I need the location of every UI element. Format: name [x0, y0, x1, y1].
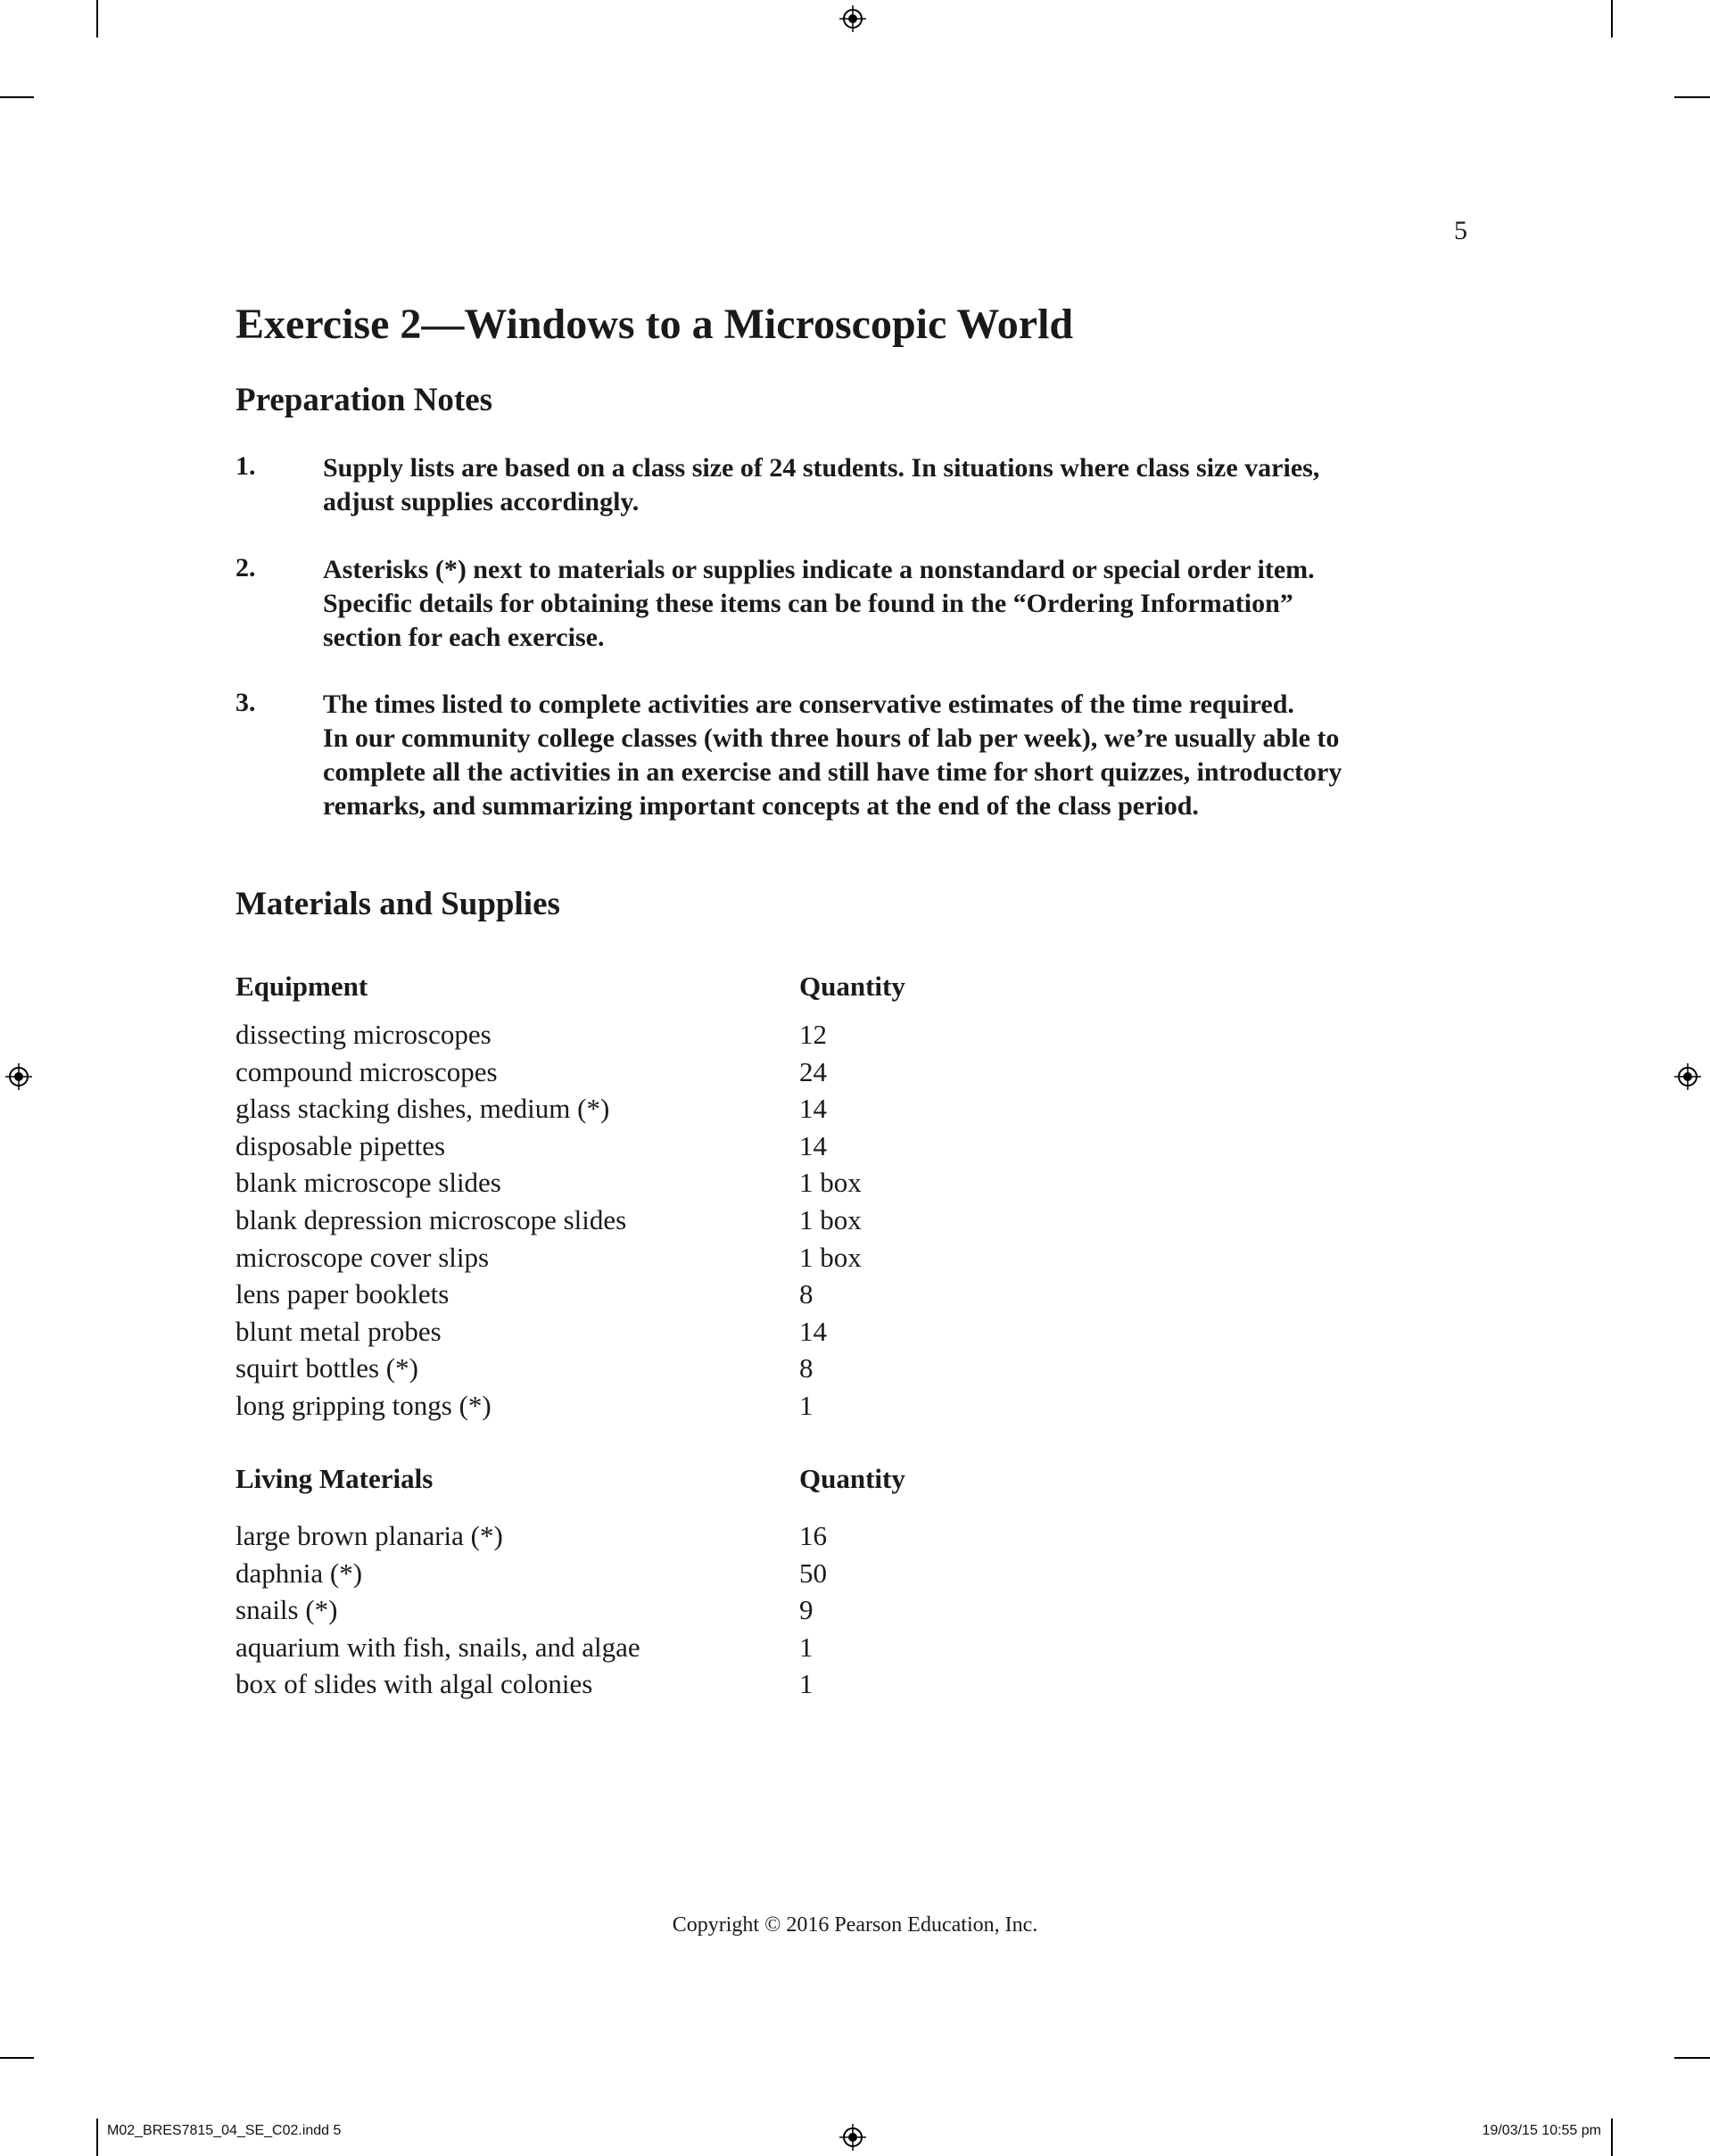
crop-mark	[96, 2119, 98, 2156]
item-quantity: 16	[799, 1520, 827, 1551]
item-quantity: 8	[799, 1352, 814, 1384]
preparation-notes-heading: Preparation Notes	[235, 382, 493, 418]
quantity-column-header: Quantity	[799, 971, 905, 1002]
note-line: Asterisks (*) next to materials or supplies indicate a nonstandard or special order item.	[323, 555, 1315, 584]
note-line: The times listed to complete activities are conservative estimates of the time required.	[323, 690, 1294, 719]
note-item	[323, 553, 1483, 655]
item-quantity: 1 box	[799, 1203, 862, 1235]
item-name: compound microscopes	[235, 1055, 498, 1087]
file-slug: M02_BRES7815_04_SE_C02.indd 5	[107, 2123, 342, 2138]
item-name: long gripping tongs (*)	[235, 1389, 492, 1421]
list-item	[235, 1665, 949, 1703]
list-item	[235, 1128, 949, 1165]
quantity-column-header: Quantity	[799, 1463, 905, 1494]
list-item	[235, 1090, 949, 1128]
item-name: disposable pipettes	[235, 1129, 446, 1161]
list-item	[235, 1239, 949, 1276]
item-name: snails (*)	[235, 1594, 338, 1626]
note-number: 3.	[235, 688, 256, 717]
item-name: blank depression microscope slides	[235, 1203, 627, 1235]
item-quantity: 14	[799, 1315, 827, 1347]
list-item	[235, 1202, 949, 1239]
note-line: remarks, and summarizing important concepts at the end of the class period.	[323, 791, 1199, 821]
item-quantity: 50	[799, 1557, 827, 1589]
registration-mark-icon	[839, 2124, 866, 2151]
list-item	[235, 1517, 949, 1555]
item-quantity: 14	[799, 1129, 827, 1161]
note-line: section for each exercise.	[323, 623, 605, 652]
list-item	[235, 1053, 949, 1091]
date-slug: 19/03/15 10:55 pm	[1482, 2123, 1601, 2138]
note-line: Specific details for obtaining these items can be found in the “Ordering Information”	[323, 589, 1293, 618]
list-item	[235, 1164, 949, 1202]
list-item	[235, 1276, 949, 1313]
list-item	[235, 1591, 949, 1629]
item-name: dissecting microscopes	[235, 1019, 492, 1050]
item-quantity: 12	[799, 1019, 827, 1050]
copyright-notice: Copyright © 2016 Pearson Education, Inc.	[672, 1913, 1038, 1937]
item-quantity: 1	[799, 1389, 814, 1421]
item-name: box of slides with algal colonies	[235, 1668, 593, 1700]
materials-supplies-heading: Materials and Supplies	[235, 886, 560, 922]
item-quantity: 1	[799, 1631, 814, 1663]
note-item	[323, 451, 1483, 519]
item-name: glass stacking dishes, medium (*)	[235, 1093, 610, 1125]
list-item	[235, 1313, 949, 1351]
item-name: large brown planaria (*)	[235, 1520, 503, 1551]
item-quantity: 24	[799, 1055, 827, 1087]
crop-mark	[96, 0, 98, 37]
equipment-column-header: Equipment	[235, 971, 368, 1002]
crop-mark	[1674, 96, 1710, 98]
item-quantity: 1 box	[799, 1167, 862, 1199]
living-materials-column-header: Living Materials	[235, 1463, 434, 1494]
item-name: daphnia (*)	[235, 1557, 363, 1589]
note-number: 1.	[235, 451, 256, 481]
list-item	[235, 1016, 949, 1053]
item-name: microscope cover slips	[235, 1241, 490, 1273]
item-quantity: 14	[799, 1093, 827, 1125]
registration-mark-icon	[839, 5, 866, 32]
list-item	[235, 1629, 949, 1666]
list-item	[235, 1555, 949, 1592]
crop-mark	[1674, 2057, 1710, 2059]
page-number: 5	[1454, 216, 1467, 245]
crop-mark	[1611, 0, 1613, 37]
item-name: aquarium with fish, snails, and algae	[235, 1631, 640, 1663]
living-materials-list	[235, 1517, 949, 1703]
item-name: blank microscope slides	[235, 1167, 501, 1199]
note-line: In our community college classes (with three hours of lab per week), we’re usually able to	[323, 723, 1340, 753]
item-quantity: 1	[799, 1668, 814, 1700]
equipment-list	[235, 1016, 949, 1425]
registration-mark-icon	[5, 1063, 32, 1090]
crop-mark	[0, 2057, 34, 2059]
item-quantity: 8	[799, 1278, 814, 1310]
item-name: blunt metal probes	[235, 1315, 442, 1347]
item-quantity: 9	[799, 1594, 814, 1626]
note-number: 2.	[235, 553, 256, 582]
item-name: squirt bottles (*)	[235, 1352, 418, 1384]
crop-mark	[1611, 2119, 1613, 2156]
note-item	[323, 688, 1483, 823]
registration-mark-icon	[1674, 1063, 1701, 1090]
crop-mark	[0, 96, 34, 98]
list-item	[235, 1350, 949, 1387]
note-line: complete all the activities in an exercise and still have time for short quizzes, introductory	[323, 757, 1342, 787]
note-line: Supply lists are based on a class size of 24 students. In situations where class size varies,	[323, 453, 1320, 483]
list-item	[235, 1387, 949, 1425]
page-title: Exercise 2—Windows to a Microscopic World	[235, 301, 1074, 348]
item-name: lens paper booklets	[235, 1278, 450, 1310]
note-line: adjust supplies accordingly.	[323, 487, 640, 516]
item-quantity: 1 box	[799, 1241, 862, 1273]
